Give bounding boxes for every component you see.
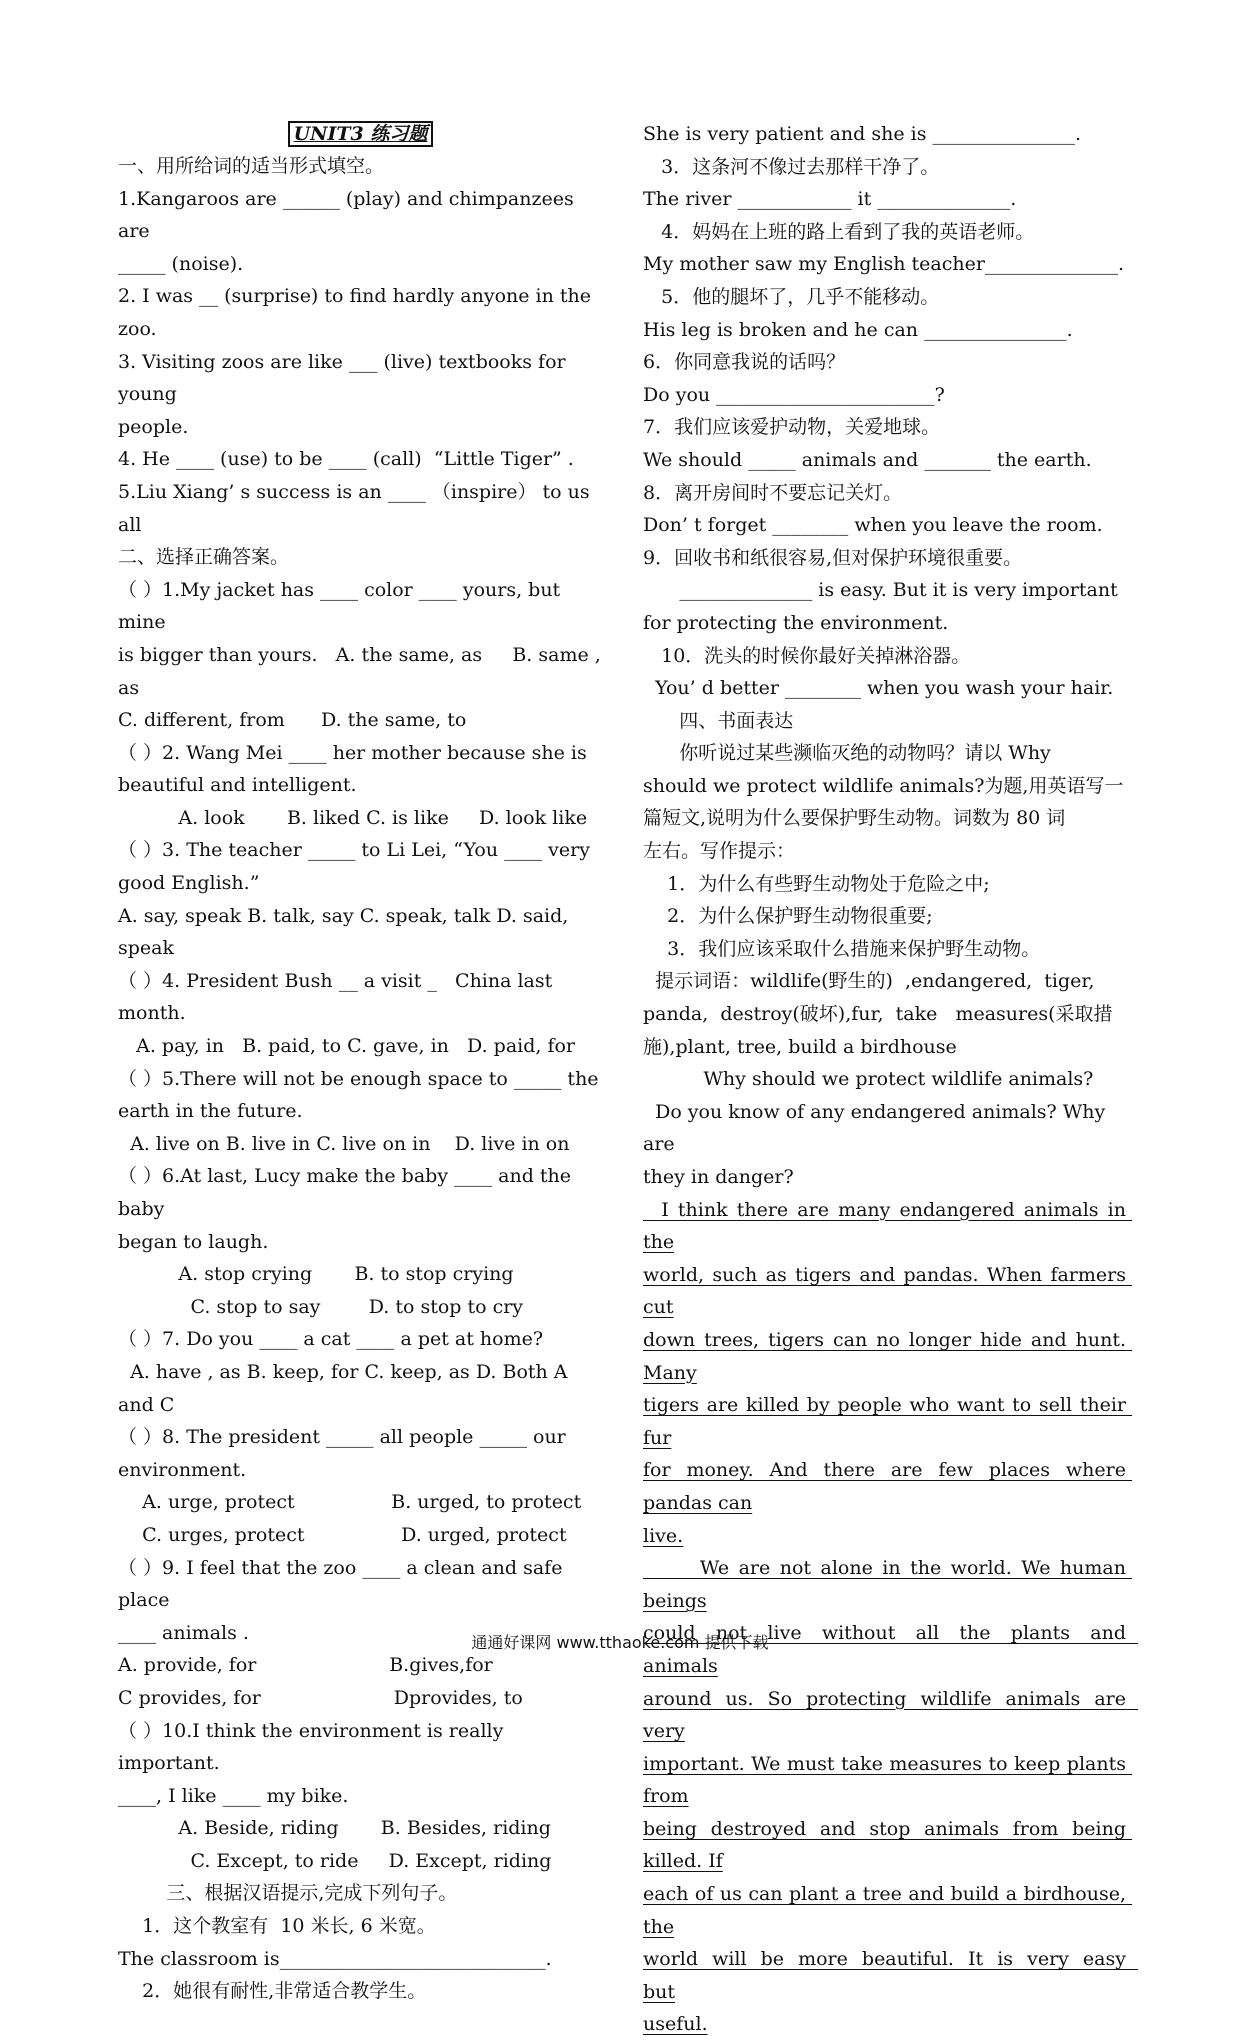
essay-lines-line: We are not alone in the world. We human beings — [643, 1557, 1133, 1612]
right-column — [643, 118, 1139, 2041]
right-lines-line: Do you _______________________? — [643, 383, 945, 406]
left-lines-line: earth in the future. — [118, 1100, 303, 1123]
left-lines-line: A. provide, for B.gives,for — [118, 1654, 493, 1677]
right-lines-line: 3．这条河不像过去那样干净了。 — [643, 155, 940, 178]
left-lines-line: A. have , as B. keep, for C. keep, as D. Both A and C — [118, 1360, 574, 1416]
left-lines-line: 三、根据汉语提示,完成下列句子。 — [118, 1882, 458, 1905]
essay-lines-line: around us. So protecting wildlife animals are very — [643, 1687, 1139, 1743]
essay-lines-line: each of us can plant a tree and build a birdhouse, the — [643, 1883, 1133, 1938]
left-lines-line: （ ）2. Wang Mei ____ her mother because she is — [118, 741, 587, 764]
left-lines-line: （ ）1.My jacket has ____ color ____ yours, but mine — [118, 578, 567, 634]
left-lines-line: 1．这个教室有 10 米长, 6 米宽。 — [118, 1915, 436, 1938]
left-lines-line: 4. He ____ (use) to be ____ (call) “Little Tiger” . — [118, 448, 574, 471]
left-lines-line: （ ）6.At last, Lucy make the baby ____ and the baby — [118, 1165, 578, 1220]
left-lines-line: ____, I like ____ my bike. — [118, 1784, 349, 1807]
page-title: UNIT3 练习题 — [118, 118, 603, 150]
essay-lines-line: tigers are killed by people who want to sell their fur — [643, 1394, 1133, 1449]
left-lines-line: is bigger than yours. A. the same, as B. same , as — [118, 643, 607, 699]
left-lines-line: 3. Visiting zoos are like ___ (live) textbooks for young — [118, 350, 572, 406]
left-lines-line: ____ animals . — [118, 1621, 249, 1644]
essay-lines-line: live. — [643, 1524, 684, 1547]
right-lines-line: should we protect wildlife animals?为题,用英语写一 — [643, 774, 1124, 797]
right-lines-line: 9．回收书和纸很容易,但对保护环境很重要。 — [643, 546, 1023, 569]
right-lines-line: Why should we protect wildlife animals? — [643, 1068, 1094, 1091]
left-lines-line: （ ）9. I feel that the zoo ____ a clean and safe place — [118, 1556, 569, 1612]
right-lines-line: 3．我们应该采取什么措施来保护野生动物。 — [643, 937, 1041, 960]
right-lines-line: for protecting the environment. — [643, 611, 949, 634]
right-lines-line: My mother saw my English teacher______________. — [643, 253, 1124, 276]
left-lines-line: C. different, from D. the same, to — [118, 709, 467, 732]
right-lines-line: 10．洗头的时候你最好关掉淋浴器。 — [643, 644, 971, 667]
right-lines-line: 提示词语：wildlife(野生的) ,endangered, tiger, — [643, 970, 1095, 993]
right-lines-line: 你听说过某些濒临灭绝的动物吗？请以 Why — [643, 742, 1051, 765]
right-lines-line: 8．离开房间时不要忘记关灯。 — [643, 481, 903, 504]
left-lines-line: 1.Kangaroos are ______ (play) and chimpanzees are — [118, 187, 580, 243]
left-lines-line: C provides, for Dprovides, to — [118, 1686, 523, 1709]
left-lines-line: 二、选择正确答案。 — [118, 546, 290, 569]
right-lines-line: 7．我们应该爱护动物，关爱地球。 — [643, 416, 941, 439]
essay-lines-line: important. We must take measures to keep plants from — [643, 1752, 1133, 1808]
essay-lines-line: world, such as tigers and pandas. When farmers cut — [643, 1263, 1133, 1319]
left-lines-line: A. say, speak B. talk, say C. speak, talk D. said, speak — [118, 904, 575, 960]
left-lines-line: A. pay, in B. paid, to C. gave, in D. paid, for — [118, 1035, 576, 1058]
left-column — [118, 118, 607, 2008]
left-lines-line: C. Except, to ride D. Except, riding — [118, 1849, 552, 1872]
left-lines-line: A. live on B. live in C. live on in D. live in on — [118, 1132, 570, 1155]
left-lines-line: （ ）5.There will not be enough space to _____ the — [118, 1067, 599, 1090]
essay-lines-line: for money. And there are few places where pandas can — [643, 1459, 1133, 1514]
right-lines-line: Don’ t forget ________ when you leave the room. — [643, 514, 1103, 537]
left-lines-line: C. urges, protect D. urged, protect — [118, 1523, 567, 1546]
right-lines-line: 6．你同意我说的话吗？ — [643, 351, 846, 374]
essay-lines-line: I think there are many endangered animals in the — [643, 1198, 1133, 1254]
left-lines-line: good English.” — [118, 872, 260, 895]
left-lines-line: _____ (noise). — [118, 252, 244, 275]
left-lines-line: （ ）8. The president _____ all people _____ our — [118, 1426, 566, 1449]
right-lines-line: Do you know of any endangered animals? Why are — [643, 1100, 1112, 1156]
left-lines-line: The classroom is____________________________. — [118, 1947, 552, 1970]
right-lines-line: 四、书面表达 — [643, 709, 794, 732]
essay-lines-line: down trees, tigers can no longer hide and hunt. Many — [643, 1328, 1133, 1384]
left-lines-line: （ ）4. President Bush __ a visit _ China last month. — [118, 969, 559, 1025]
right-lines — [643, 118, 1126, 1194]
left-lines-line: C. stop to say D. to stop to cry — [118, 1295, 524, 1318]
left-lines-line: 2．她很有耐性,非常适合教学生。 — [118, 1980, 427, 2003]
left-lines-line: 一、用所给词的适当形式填空。 — [118, 155, 385, 177]
right-lines-line: You’ d better ________ when you wash your hair. — [643, 677, 1114, 700]
right-lines-line: panda, destroy(破坏),fur, take measures(采取措 — [643, 1003, 1113, 1026]
essay — [643, 1194, 1139, 2041]
left-lines-line: began to laugh. — [118, 1230, 269, 1253]
left-lines-line: environment. — [118, 1458, 247, 1481]
essay-lines-line: being destroyed and stop animals from being killed. If — [643, 1817, 1133, 1873]
left-lines-line: people. — [118, 415, 189, 438]
right-lines-line: 篇短文,说明为什么要保护野生动物。词数为 80 词 — [643, 807, 1066, 830]
left-lines-line: （ ）10.I think the environment is really important. — [118, 1719, 510, 1775]
left-lines-line: 5.Liu Xiang’ s success is an ____ （inspire） to us all — [118, 480, 596, 536]
left-lines-line: A. stop crying B. to stop crying — [118, 1263, 514, 1286]
right-lines-line: We should _____ animals and _______ the earth. — [643, 448, 1092, 471]
right-lines-line: they in danger? — [643, 1166, 794, 1188]
left-lines-line: （ ）7. Do you ____ a cat ____ a pet at home? — [118, 1328, 544, 1351]
essay-lines-line: world will be more beautiful. It is very easy but — [643, 1948, 1139, 2003]
essay-lines-line: could not live without all the plants and animals — [643, 1622, 1139, 1677]
right-lines-line: She is very patient and she is _______________. — [643, 123, 1082, 145]
right-lines-line: 5．他的腿坏了，几乎不能移动。 — [643, 285, 940, 308]
left-lines-line: 2. I was __ (surprise) to find hardly anyone in the zoo. — [118, 285, 598, 340]
right-lines-line: 1．为什么有些野生动物处于危险之中; — [643, 872, 990, 895]
footer: 通通好课网 www.tthaoke.com 提供下载 — [471, 1633, 769, 1652]
right-lines-line: His leg is broken and he can _______________. — [643, 318, 1073, 341]
left-lines-line: A. urge, protect B. urged, to protect — [118, 1491, 582, 1514]
right-lines-line: 2．为什么保护野生动物很重要; — [643, 905, 933, 928]
essay-lines-line: useful. — [643, 2013, 708, 2036]
left-lines-line: A. look B. liked C. is like D. look like — [118, 806, 588, 829]
left-lines-line: （ ）3. The teacher _____ to Li Lei, “You ____ very — [118, 839, 590, 862]
left-lines — [118, 150, 607, 2008]
right-lines-line: 施),plant, tree, build a birdhouse — [643, 1035, 957, 1058]
left-lines-line: beautiful and intelligent. — [118, 774, 357, 797]
right-lines-line: 左右。写作提示： — [643, 840, 796, 863]
right-lines-line: ______________ is easy. But it is very important — [643, 579, 1118, 602]
left-lines-line: A. Beside, riding B. Besides, riding — [118, 1817, 551, 1840]
right-lines-line: 4．妈妈在上班的路上看到了我的英语老师。 — [643, 220, 1035, 243]
right-lines-line: The river ____________ it ______________. — [643, 188, 1017, 211]
